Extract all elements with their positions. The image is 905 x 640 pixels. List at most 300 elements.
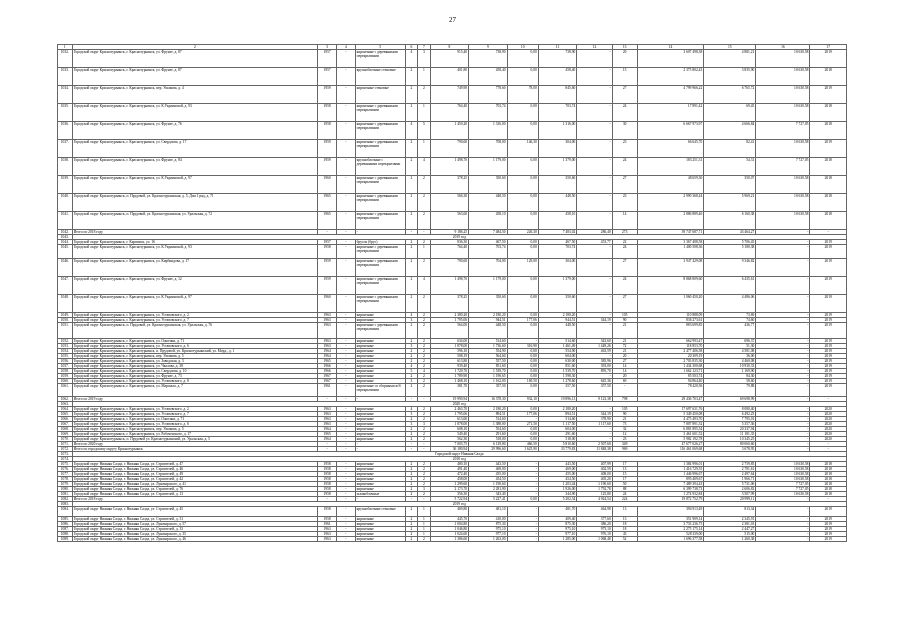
table-cell: 1 449,26 [577,344,612,349]
table-cell: 1963 [318,344,337,349]
table-cell: 36 180,94 [430,447,469,452]
table-cell: 58,60 [704,379,756,384]
table-cell: 343,60 [577,339,612,344]
table-cell: 4 475 493,70 [637,417,704,422]
table-cell: 436,77 [704,323,756,339]
table-cell: 7 727,05 [756,158,810,176]
table-cell: - [756,432,810,437]
table-cell: 19 990,94 [430,397,469,402]
table-cell: 2019 [810,318,847,323]
table-cell: 6 399 738,73 [637,487,704,492]
table-cell: 0,00 [507,158,538,176]
table-cell: 3 507,99 [704,492,756,497]
table-cell: 448,50 [538,323,577,339]
table-cell: - [336,369,355,374]
table-cell: 1 316,00 [538,122,577,140]
table-cell: 1963 [318,532,337,537]
table-cell: 944,51 [538,318,577,323]
table-cell: 1958 [318,487,337,492]
table-cell: 4 [418,158,430,176]
table-cell: кирпичные [355,422,405,427]
table-cell: 975,10 [469,527,508,532]
table-cell: 975,10 [538,527,577,532]
table-cell: 2 [418,537,430,542]
table-cell: 455,00 [469,472,508,477]
table-cell: 1 299,60 [430,482,469,487]
table-cell: - [577,176,612,194]
table-cell: 393,00 [577,364,612,369]
table-cell: 88 [612,487,637,492]
table-cell: 24 [612,277,637,295]
table-cell: 466,50 [507,442,538,447]
table-cell: - [336,86,355,104]
table-cell: 1076. [58,467,73,472]
table-cell: 0,00 [507,349,538,354]
table-cell: 604,00 [538,427,577,432]
table-cell: кирпичные с деревянными перекрытиями [355,104,405,122]
table-cell: 271,50 [507,422,538,427]
table-cell: 708,00 [469,140,508,158]
table-cell: - [336,354,355,359]
table-cell: - [577,194,612,212]
table-cell: 3 [405,344,417,349]
table-cell: 3 [418,422,430,427]
table-cell: 4 799 966,22 [637,86,704,104]
table-cell: Городской округ Краснотурьинск, г. Краснотурьинск, ул. Уставовского, д. 2 [72,313,318,318]
table-cell: 2019 [810,339,847,344]
table-cell: 1960 [318,295,337,313]
table-cell: 2 [405,194,417,212]
table-cell: Городской округ Краснотурьинск, г. Краснотурьинск, ул. Маршала, д. 7 [72,384,318,397]
table-cell: 813,34 [704,507,756,517]
table-cell: 2 381,01 [704,522,756,527]
table-cell: - [336,374,355,379]
table-cell: - [336,492,355,497]
table-cell: 1958 [318,467,337,472]
table-cell: - [756,359,810,364]
table-cell: - [336,442,355,447]
table-cell: - [577,437,612,442]
table-cell: 1 179,00 [469,158,508,176]
table-cell: кирпичные [355,437,405,442]
table-cell: 2 447,27 [704,527,756,532]
table-cell: кирпичные [355,472,405,477]
table-cell: 564,60 [469,354,508,359]
table-cell: 875,30 [469,522,508,527]
table-cell: 4 [405,122,417,140]
table-cell: кирпичные [355,427,405,432]
table-cell: 2018 [810,477,847,482]
table-cell: 0,00 [507,313,538,318]
table-cell: 2 606,82 [704,487,756,492]
table-cell: Городской округ Краснотурьинск, г. Краснотурьинск, ул. К.Украинской, д. 97 [72,295,318,313]
table-cell: Городской округ Краснотурьинск, г. Краснотурьинск, пер. Ушакова, д. 5 [72,427,318,432]
table-cell: 146,30 [507,140,538,158]
table-cell: 2 375 802,43 [637,68,704,86]
table-cell: 566,30 [430,194,469,212]
table-cell: 975,10 [577,527,612,532]
table-cell: кирпичные [355,374,405,379]
table-cell: 47 677 026,27 [637,442,704,447]
table-cell: Городской округ Нижняя Салда, г. Нижняя Салда, ул. Луначарского, д. 46 [72,537,318,542]
table-cell: 1958 [318,245,337,259]
table-cell: 703,74 [469,245,508,259]
section-title-cell: 2019 год [72,502,846,507]
table-cell: 6 667 973,97 [637,122,704,140]
table-cell: 2 [418,313,430,318]
table-cell: 0,00 [507,277,538,295]
table-cell: 4 [418,369,430,374]
table-cell: 2 886 889,46 [637,212,704,230]
table-cell: 514,60 [469,417,508,422]
row-number-cell: 1043. [58,235,73,240]
table-body [58,45,847,542]
table-cell: 2019 [810,295,847,313]
table-cell: 23 [612,140,637,158]
table-cell: 1072. [58,447,73,452]
table-cell: 458,10 [469,212,508,230]
table-cell: - [336,447,355,452]
row-number-cell: 1074. [58,457,73,462]
table-cell: - [612,384,637,397]
housing-register-table [57,44,847,542]
table-cell: 0,00 [507,212,538,230]
table-cell: 2 180,20 [469,407,508,412]
table-cell: - [336,422,355,427]
table-cell: 836,30 [430,240,469,245]
table-cell: 1036. [58,122,73,140]
table-cell: 1960 [318,176,337,194]
table-cell: - [507,527,538,532]
table-cell: 2 [405,522,417,527]
table-cell: 1958 [318,517,337,522]
table-cell: 2 [418,462,430,467]
table-cell: 22 [612,240,637,245]
table-cell: 1965 [318,212,337,230]
table-cell: 0,00 [507,364,538,369]
table-cell: 10 630,58 [756,492,810,497]
table-cell: 4 [405,407,417,412]
table-cell: 6 881 895,54 [637,427,704,432]
table-cell: 3 461 601,52 [637,432,704,437]
table-cell: 2 [405,517,417,522]
table-cell: 20 [612,374,637,379]
table-cell: 14 [612,212,637,230]
table-cell: - [418,442,430,447]
table-cell: 1 [418,68,430,86]
table-cell: 2 [405,339,417,344]
table-cell: 463,59 [577,349,612,354]
table-cell: 2018 [810,212,847,230]
table-cell: 344,19 [577,412,612,417]
table-cell: 1 068,48 [577,537,612,542]
table-cell: 51,30 [704,344,756,349]
table-cell: 129,00 [507,259,538,277]
table-cell: 350,60 [538,176,577,194]
table-cell: 448,50 [469,194,508,212]
table-cell: 2019 [810,140,847,158]
table-cell: - [577,432,612,437]
table-cell: 402,59 [577,467,612,472]
table-cell: 2018 [810,158,847,176]
table-cell: - [355,447,405,452]
table-cell: кирпичные с деревянными перекрытиями [355,140,405,158]
table-cell: 738,90 [469,50,508,68]
table-cell: 0,00 [507,369,538,374]
table-cell: 472,40 [430,472,469,477]
table-cell: 2 [405,245,417,259]
table-cell: 2 [418,417,430,422]
table-cell: 1053. [58,344,73,349]
table-cell: 836 273,61 [637,318,704,323]
table-cell: 2019 [810,277,847,295]
table-cell: - [756,354,810,359]
column-number-cell: 1 [58,45,73,50]
table-cell: кирпичные [355,318,405,323]
table-cell: 1 966,71 [704,477,756,482]
table-cell: 4 666,84 [704,122,756,140]
table-cell: 1 060 450,20 [637,295,704,313]
table-cell: 32 [612,427,637,432]
table-cell: 1 179,00 [469,277,508,295]
table-cell: 1964 [318,437,337,442]
table-cell: - [756,277,810,295]
table-cell: 10 930,33 [704,364,756,369]
table-cell: кирпичные с деревянными перекрытиями [355,277,405,295]
table-cell: 409,40 [538,517,577,522]
table-cell: - [756,318,810,323]
table-cell: - [756,240,810,245]
table-cell: крупноблочные с деревянными перекрытиями [355,158,405,176]
table-cell: - [336,462,355,467]
table-cell: 15 [612,68,637,86]
table-cell: - [336,467,355,472]
table-cell: 562,30 [430,437,469,442]
table-row [58,295,847,313]
table-cell: - [318,497,337,502]
table-cell: 1038. [58,158,73,176]
table-cell: 2 [418,259,430,277]
table-cell: 2 [405,354,417,359]
table-cell: 2 497,64 [704,472,756,477]
table-cell: 1963 [318,407,337,412]
column-number-cell: 14 [637,45,704,50]
table-cell: 2 180,20 [469,313,508,318]
table-cell: 1958 [318,104,337,122]
table-cell: 9 346,82 [704,259,756,277]
table-cell: 1088. [58,532,73,537]
table-cell: 2018 [810,492,847,497]
table-cell: Городской округ Краснотурьинск, п. Прудовой, ул. Краснотурьинская, ул. Уральская, д. 72 [72,212,318,230]
table-cell: 851,60 [538,364,577,369]
table-cell: 4 [418,277,430,295]
table-cell: 514,60 [538,417,577,422]
table-cell: 2019 [810,259,847,277]
table-cell: 3 947 429,08 [637,259,704,277]
table-cell: 1062. [58,397,73,402]
table-cell: 0,00 [507,104,538,122]
table-cell: 2019 [810,374,847,379]
table-cell: - [756,532,810,537]
table-cell: 23 [612,194,637,212]
table-cell: 2 [405,240,417,245]
table-cell: 357,50 [577,384,612,397]
column-number-cell: 7 [418,45,430,50]
table-cell: 2 [418,354,430,359]
table-cell: 1963 [318,417,337,422]
table-cell: 27 [612,176,637,194]
table-cell: 454,50 [538,477,577,482]
table-cell: - [756,379,810,384]
table-cell: 845,60 [538,86,577,104]
table-cell: - [756,397,810,402]
table-cell: 11 848,38 [577,447,612,452]
table-cell: 85 503,74 [637,374,704,379]
table-cell: Итого по 2020 году [72,442,318,447]
table-cell: 2 [418,437,430,442]
table-row [58,140,847,158]
table-cell: - [336,344,355,349]
table-cell: - [756,522,810,527]
table-cell: 7 727,05 [756,122,810,140]
table-cell: 1963 [318,527,337,532]
table-cell: Городской округ Краснотурьинск, г. Краснотурьинск, ул. К.Украинской, д. 93 [72,104,318,122]
table-cell: 1963 [318,422,337,427]
table-cell: 1 [418,507,430,517]
column-number-cell: 10 [507,45,538,50]
table-cell: Городской округ Краснотурьинск, г. Краснотурьинск, ул. Свердлова, д. 10 [72,369,318,374]
table-cell: 84,30 [704,374,756,379]
table-cell: - [336,104,355,122]
table-cell: 3 367 408,58 [637,240,704,245]
table-cell: кирпичные с деревянными перекрытиями [355,122,405,140]
table-cell: 2 [418,467,430,472]
table-cell: 1075. [58,462,73,467]
table-cell: 82,41 [704,140,756,158]
table-cell: 33 779,83 [538,447,577,452]
table-cell: 10 630,58 [756,472,810,477]
table-cell: 1958 [318,492,337,497]
table-cell: 613,60 [430,417,469,422]
table-cell: 1045. [58,245,73,259]
table-cell: 1 795,06 [430,412,469,417]
table-cell: 1 203,44 [538,482,577,487]
table-cell: 1 598,30 [538,374,577,379]
table-cell: - [336,397,355,402]
table-cell: 378,25 [430,295,469,313]
table-cell: 78 420,56 [637,384,704,397]
table-cell: 69 [612,379,637,384]
table-cell: Городской округ Краснотурьинск, г. Краснотурьинск, ул. Фрунзе, д. 87 [72,50,318,68]
table-cell: Городской округ Краснотурьинск, г. Краснотурьинск, ул. Уставовского, д. 7 [72,412,318,417]
table-cell: кирпичные [355,467,405,472]
table-cell: - [318,397,337,402]
table-cell: - [507,472,538,477]
table-cell: 1 379,00 [538,277,577,295]
table-cell: 1963 [318,318,337,323]
table-cell: 1067. [58,422,73,427]
table-cell: Городской округ Краснотурьинск, г. Краснотурьинск, п. Прудовой, ул. Краснотурьинский, ул. Морд., д. 1 [72,349,318,354]
column-number-cell: 13 [612,45,637,50]
table-cell: 1059. [58,374,73,379]
table-cell: 2 [418,407,430,412]
table-cell: - [336,277,355,295]
table-cell: 0,00 [507,432,538,437]
table-cell: 1032. [58,50,73,68]
table-cell: 7 795,01 [704,417,756,422]
table-cell: 1 388,00 [469,422,508,427]
table-cell: 169,50 [507,379,538,384]
table-cell: кирпичные стеновые [355,86,405,104]
table-cell: 454,50 [469,477,508,482]
table-cell: 39 747 687,71 [637,230,704,235]
table-cell: 608,10 [430,427,469,432]
table-cell: кирпичные с деревянными перекрытиями [355,212,405,230]
table-cell: 5 227,41 [469,497,508,502]
table-cell: Городской округ Нижняя Салда, г. Нижняя Салда, ул. Строителей, д. 46 [72,467,318,472]
table-cell: 9 186,25 [430,230,469,235]
table-cell: 2 [418,339,430,344]
table-cell: 1 792,78 [577,487,612,492]
table-cell: 1966 [318,364,337,369]
table-cell: 2 [405,417,417,422]
table-cell: 467,50 [538,240,577,245]
table-cell: 1959 [318,259,337,277]
table-cell: 448,50 [538,194,577,212]
table-cell: 0,00 [507,323,538,339]
table-cell: 1 625,90 [507,447,538,452]
table-cell: - [336,240,355,245]
table-cell: 18 [612,522,637,527]
table-cell: - [418,230,430,235]
table-cell: 2019 [810,86,847,104]
table-cell: 2 [418,295,430,313]
table-cell: 1 696 377,58 [637,537,704,542]
table-cell: 20 [612,354,637,359]
table-cell: - [810,442,847,447]
table-cell: 90 [612,412,637,417]
table-cell: 2019 [810,354,847,359]
table-cell: 2 [405,472,417,477]
table-cell: - [405,230,417,235]
table-cell: 554,60 [469,427,508,432]
table-cell: 1079. [58,482,73,487]
table-cell: - [336,259,355,277]
table-cell: - [507,482,538,487]
table-cell: 1048. [58,295,73,313]
table-cell: 1959 [318,158,337,176]
table-cell: 895,70 [577,369,612,374]
table-cell: 1957 [318,68,337,86]
table-cell: 2020 [810,417,847,422]
table-cell: 749,90 [430,86,469,104]
table-cell: 2 [405,359,417,364]
table-cell: 1 190,60 [469,482,508,487]
table-cell: 0,00 [507,427,538,432]
table-cell: 2 275 175,14 [637,527,704,532]
table-cell: 1963 [318,323,337,339]
table-cell: 24 [612,104,637,122]
table-cell: 1 117,60 [577,422,612,427]
table-cell: Городской округ Краснотурьинск, г. Краснотурьинск, ул. Кирбиндова, д. 17 [72,259,318,277]
table-cell: 455,00 [538,472,577,477]
table-cell: 5 349 450,08 [637,412,704,417]
table-cell: 1050. [58,318,73,323]
table-cell: 2 507,60 [577,442,612,447]
table-cell: Городской округ Краснотурьинск, г. Краснотурьинск, ул. К.Украинской, д. 93 [72,245,318,259]
table-cell: - [336,482,355,487]
table-cell: 764,40 [430,104,469,122]
